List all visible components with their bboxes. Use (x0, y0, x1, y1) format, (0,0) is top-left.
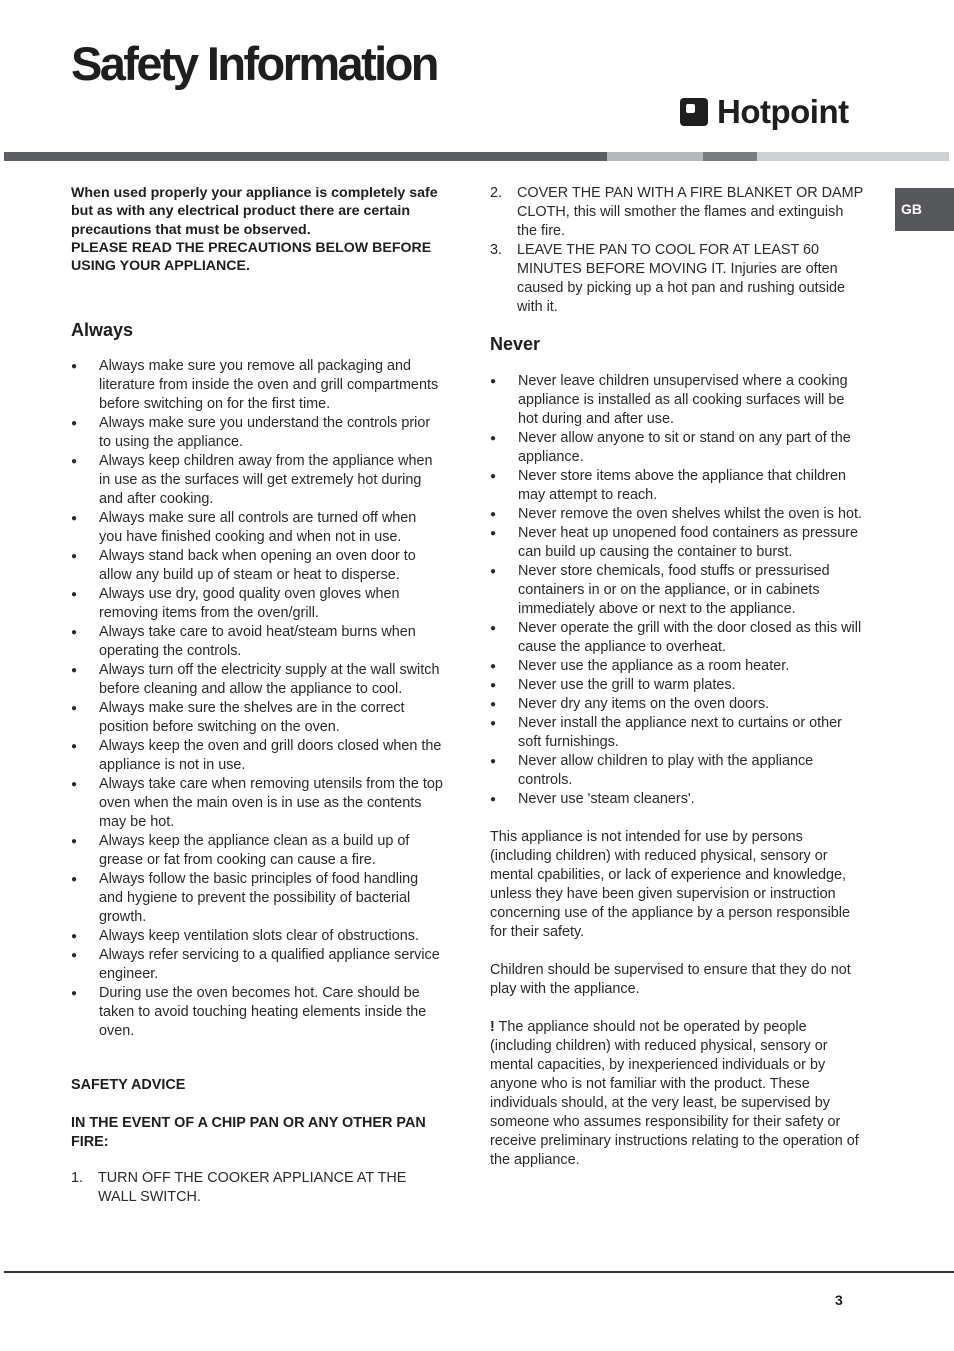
brand-name: Hotpoint (717, 93, 849, 130)
always-list (71, 357, 443, 1041)
step-text: LEAVE THE PAN TO COOL FOR AT LEAST 60 MINUTES BEFORE MOVING IT. Injuries are often caused by picking up a hot pan and rushing outside with it. (517, 242, 846, 315)
pan-fire-steps-right (490, 184, 865, 317)
warning-paragraph (490, 1018, 865, 1170)
language-tab: GB (895, 188, 954, 231)
list-item: ● Never heat up unopened food containers as pressure can build up causing the container to burst. (490, 524, 865, 562)
list-item: ● Always make sure you understand the controls prior to using the appliance. (71, 414, 443, 452)
list-item: ● Never store items above the appliance that children may attempt to reach. (490, 467, 865, 505)
list-item: ● Never store chemicals, food stuffs or pressurised containers in or on the appliance, or in cabinets immediately above or next to the appliance. (490, 562, 865, 619)
list-item: ● Never use 'steam cleaners'. (490, 790, 865, 809)
list-item: ● Always follow the basic principles of food handling and hygiene to prevent the possibility of bacterial growth. (71, 870, 443, 927)
pan-fire-steps-left (71, 1169, 443, 1207)
list-item: ● Always turn off the electricity supply at the wall switch before cleaning and allow the appliance to cool. (71, 661, 443, 699)
header-divider-bar (757, 152, 949, 161)
warning-text: The appliance should not be operated by people (including children) with reduced physical, sensory or mental capacities, by inexperienced individuals or by anyone who is not familiar with the product. These individuals should, at the very least, be supervised by someone who assumes responsibility for their safety or receive preliminary instructions relating to the operation of the appliance. (490, 1019, 859, 1168)
never-list (490, 372, 865, 809)
list-item: ● Never use the appliance as a room heater. (490, 657, 865, 676)
list-item: ● Never operate the grill with the door closed as this will cause the appliance to overheat. (490, 619, 865, 657)
intro-paragraph: When used properly your appliance is completely safe but as with any electrical product there are certain precautions that must be observed. (71, 185, 438, 238)
right-column (490, 184, 865, 1170)
list-item: ● Always stand back when opening an oven door to allow any build up of steam or heat to disperse. (71, 547, 443, 585)
list-item: ● Always use dry, good quality oven gloves when removing items from the oven/grill. (71, 585, 443, 623)
left-column (71, 184, 443, 1207)
step-number: 1. (71, 1170, 84, 1187)
list-item: ● During use the oven becomes hot. Care should be taken to avoid touching heating elements inside the oven. (71, 984, 443, 1041)
step-text: TURN OFF THE COOKER APPLIANCE AT THE WALL SWITCH. (98, 1170, 407, 1206)
list-item: ● Always keep the oven and grill doors closed when the appliance is not in use. (71, 737, 443, 775)
supervision-paragraph: Children should be supervised to ensure that they do not play with the appliance. (490, 962, 851, 997)
list-item: ● Never allow children to play with the appliance controls. (490, 752, 865, 790)
list-item: ● Never dry any items on the oven doors. (490, 695, 865, 714)
list-item: ● Always take care when removing utensils from the top oven when the main oven is in use as the contents may be hot. (71, 775, 443, 832)
list-item: ● Always make sure you remove all packaging and literature from inside the oven and grill compartments before switching on for the first time. (71, 357, 443, 414)
page-title: Safety Information (71, 37, 437, 90)
hotpoint-logo-icon (680, 98, 708, 126)
list-item: ● Always keep ventilation slots clear of obstructions. (71, 927, 443, 946)
list-item: ● Never leave children unsupervised where a cooking appliance is installed as all cooking surfaces will be hot during and after use. (490, 372, 865, 429)
list-item: ● Never install the appliance next to curtains or other soft furnishings. (490, 714, 865, 752)
step-text: COVER THE PAN WITH A FIRE BLANKET OR DAMP CLOTH, this will smother the flames and extinguish the fire. (517, 185, 863, 239)
step-number: 3. (490, 242, 503, 258)
list-item: ● Always keep the appliance clean as a build up of grease or fat from cooking can cause a fire. (71, 832, 443, 870)
pan-fire-heading: IN THE EVENT OF A CHIP PAN OR ANY OTHER PAN FIRE: (71, 1115, 426, 1151)
list-item: ● Always take care to avoid heat/steam burns when operating the controls. (71, 623, 443, 661)
notice-paragraph: This appliance is not intended for use by persons (including children) with reduced physical, sensory or mental cpabilities, or lack of experience and knowledge, unless they have been given supervision or instruction concerning use of the appliance by a person responsible for their safety. (490, 829, 851, 940)
header-divider-bar (4, 152, 607, 161)
step-item (71, 1169, 443, 1207)
list-item: ● Always make sure the shelves are in the correct position before switching on the oven. (71, 699, 443, 737)
header-divider-bar (703, 152, 757, 161)
step-item (490, 184, 865, 241)
always-heading: Always (71, 320, 134, 341)
step-number: 2. (490, 185, 503, 201)
warning-mark: ! (490, 1019, 495, 1035)
list-item: ● Always refer servicing to a qualified appliance service engineer. (71, 946, 443, 984)
list-item: ● Never allow anyone to sit or stand on any part of the appliance. (490, 429, 865, 467)
never-heading: Never (490, 334, 541, 354)
intro-warning: PLEASE READ THE PRECAUTIONS BELOW BEFORE USING YOUR APPLIANCE. (71, 239, 432, 275)
header-divider-bar (607, 152, 703, 161)
footer-rule (4, 1271, 954, 1273)
list-item: ● Never use the grill to warm plates. (490, 676, 865, 695)
step-item (490, 241, 865, 317)
list-item: ● Always keep children away from the appliance when in use as the surfaces will get extremely hot during and after cooking. (71, 452, 443, 509)
page-number: 3 (835, 1292, 843, 1308)
intro-text (71, 184, 443, 275)
list-item: ● Always make sure all controls are turned off when you have finished cooking and when not in use. (71, 509, 443, 547)
safety-advice-heading: SAFETY ADVICE (71, 1077, 186, 1094)
brand-logo (680, 92, 849, 132)
list-item: ● Never remove the oven shelves whilst the oven is hot. (490, 505, 865, 524)
